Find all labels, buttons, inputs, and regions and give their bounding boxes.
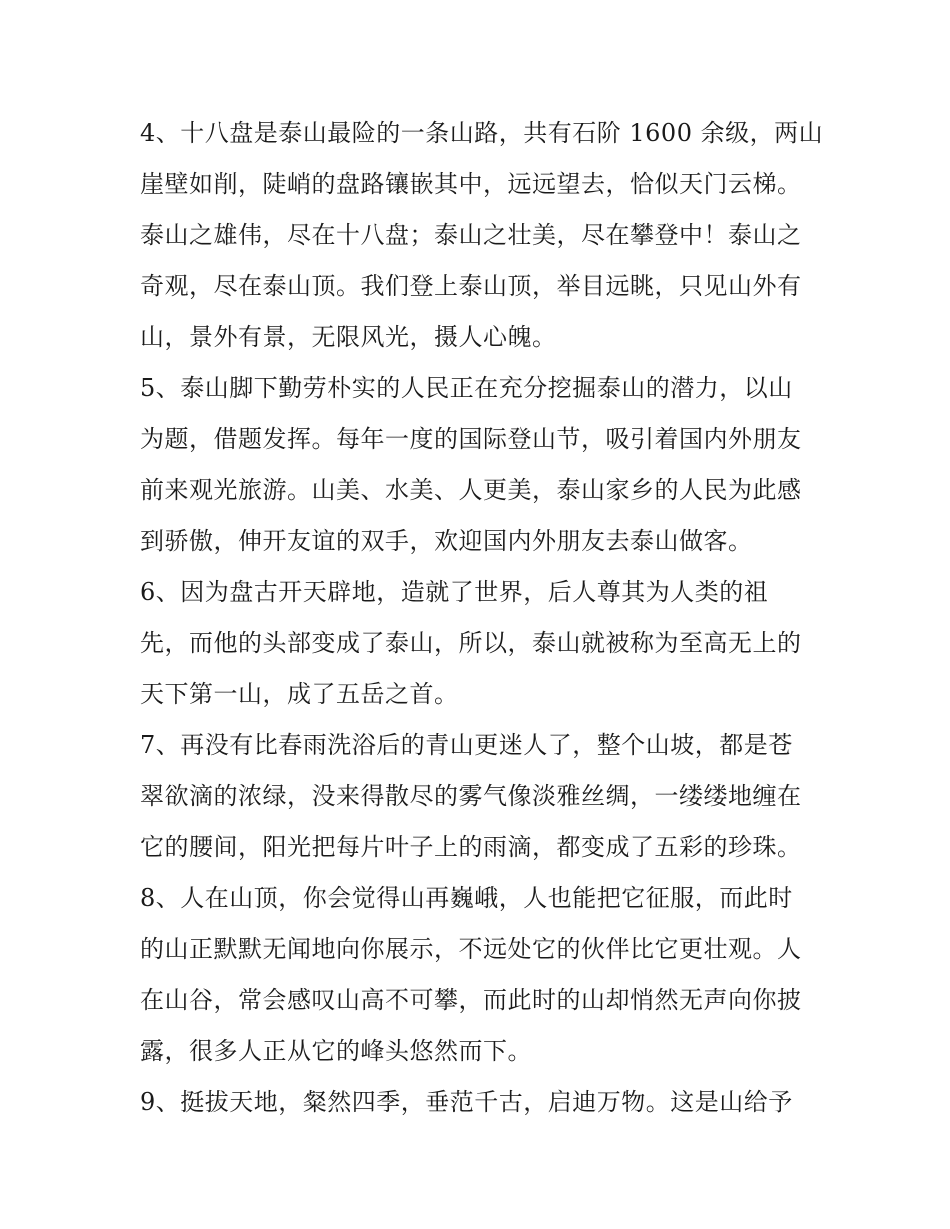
text-line: 6、因为盘古开天辟地，造就了世界，后人尊其为人类的祖	[140, 578, 769, 606]
text-line: 在山谷，常会感叹山高不可攀，而此时的山却悄然无声向你披	[140, 986, 802, 1014]
text-line: 为题，借题发挥。每年一度的国际登山节，吸引着国内外朋友	[140, 425, 802, 453]
text-line: 先，而他的头部变成了泰山，所以，泰山就被称为至高无上的	[140, 629, 802, 657]
text-line: 泰山之雄伟，尽在十八盘；泰山之壮美，尽在攀登中！泰山之	[140, 221, 802, 249]
text-line: 露，很多人正从它的峰头悠然而下。	[140, 1037, 532, 1065]
text-line: 9、挺拔天地，粲然四季，垂范千古，启迪万物。这是山给予	[140, 1088, 793, 1116]
text-line: 山，景外有景，无限风光，摄人心魄。	[140, 323, 557, 351]
text-line: 前来观光旅游。山美、水美、人更美，泰山家乡的人民为此感	[140, 476, 802, 504]
text-line: 的山正默默无闻地向你展示，不远处它的伙伴比它更壮观。人	[140, 935, 802, 963]
text-line: 7、再没有比春雨洗浴后的青山更迷人了，整个山坡，都是苍	[140, 731, 793, 759]
text-line: 翠欲滴的浓绿，没来得散尽的雾气像淡雅丝绸，一缕缕地缠在	[140, 782, 802, 810]
text-line: 它的腰间，阳光把每片叶子上的雨滴，都变成了五彩的珍珠。	[140, 833, 802, 861]
text-line: 天下第一山，成了五岳之首。	[140, 680, 459, 708]
text-line: 奇观，尽在泰山顶。我们登上泰山顶，举目远眺，只见山外有	[140, 272, 802, 300]
text-line: 4、十八盘是泰山最险的一条山路，共有石阶 1600 余级，两山	[140, 119, 824, 147]
document-body	[140, 108, 824, 1128]
text-line: 到骄傲，伸开友谊的双手，欢迎国内外朋友去泰山做客。	[140, 527, 753, 555]
text-line: 崖壁如削，陡峭的盘路镶嵌其中，远远望去，恰似天门云梯。	[140, 170, 802, 198]
text-line: 8、人在山顶，你会觉得山再巍峨，人也能把它征服，而此时	[140, 884, 793, 912]
text-line: 5、泰山脚下勤劳朴实的人民正在充分挖掘泰山的潜力，以山	[140, 374, 793, 402]
